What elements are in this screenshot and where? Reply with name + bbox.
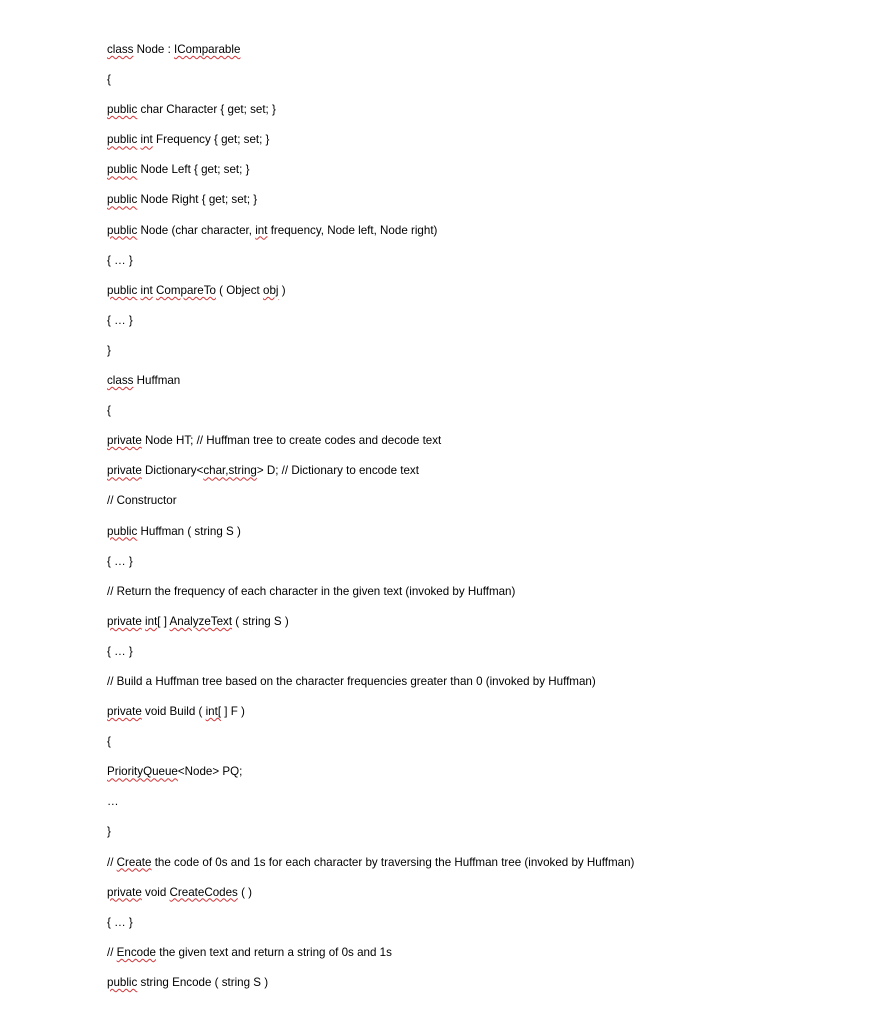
code-line — [107, 432, 634, 462]
code-text: the code of 0s and 1s for each character by traversing the Huffman tree (invoked by Huffman) — [151, 855, 635, 869]
code-text: ] F ) — [221, 705, 245, 719]
spellcheck-flagged-word: public — [107, 193, 138, 207]
spellcheck-flagged-word: int[ — [205, 705, 222, 719]
code-text: { … } — [107, 915, 133, 929]
spellcheck-flagged-word: AnalyzeText — [169, 614, 233, 628]
code-text: // — [107, 945, 117, 959]
spellcheck-flagged-word: private — [107, 885, 142, 899]
code-text: ] — [160, 614, 170, 628]
spellcheck-flagged-word: public — [107, 103, 138, 117]
spellcheck-flagged-word: PriorityQueue — [107, 765, 178, 779]
code-line — [107, 161, 634, 191]
spellcheck-flagged-word: public — [107, 163, 138, 177]
spellcheck-flagged-word: obj — [263, 283, 279, 297]
code-line — [107, 643, 634, 673]
code-line — [107, 462, 634, 492]
code-line — [107, 553, 634, 583]
code-line — [107, 41, 634, 71]
spellcheck-flagged-word: public — [107, 223, 138, 237]
code-line — [107, 854, 634, 884]
code-text: Huffman ( string S ) — [137, 524, 241, 538]
code-listing — [107, 41, 634, 1004]
code-line — [107, 101, 634, 131]
code-text: ( string S ) — [232, 614, 289, 628]
spellcheck-flagged-word: CreateCodes — [169, 885, 238, 899]
spellcheck-flagged-word: Encode — [116, 945, 156, 959]
spellcheck-flagged-word: class — [107, 374, 134, 388]
code-line — [107, 884, 634, 914]
code-line — [107, 613, 634, 643]
spellcheck-flagged-word: Create — [116, 855, 152, 869]
code-text: } — [107, 825, 111, 839]
spellcheck-flagged-word: private — [107, 705, 142, 719]
spellcheck-flagged-word: public — [107, 524, 138, 538]
spellcheck-flagged-word: IComparable — [174, 43, 241, 56]
code-text: Node Left { get; set; } — [137, 163, 250, 177]
code-text: the given text and return a string of 0s and 1s — [156, 945, 392, 959]
spellcheck-flagged-word: private — [107, 434, 142, 448]
code-line — [107, 673, 634, 703]
spellcheck-flagged-word: public — [107, 975, 138, 989]
code-text: { … } — [107, 644, 133, 658]
code-text: … — [107, 795, 119, 809]
code-text: { … } — [107, 313, 133, 327]
code-text: char Character { get; set; } — [137, 103, 276, 117]
code-text: string Encode ( string S ) — [137, 975, 269, 989]
code-line — [107, 763, 634, 793]
spellcheck-flagged-word: char,string — [203, 464, 257, 478]
code-text: { — [107, 735, 111, 749]
code-text: Node HT; // Huffman tree to create codes and decode text — [141, 434, 442, 448]
code-text: Node : — [133, 43, 175, 56]
code-text: ( Object — [215, 283, 263, 297]
code-text: { — [107, 73, 111, 87]
code-line — [107, 71, 634, 101]
code-line — [107, 523, 634, 553]
code-text: <Node> PQ; — [177, 765, 243, 779]
code-text: void — [141, 885, 170, 899]
spellcheck-flagged-word: int — [255, 223, 268, 237]
spellcheck-flagged-word: private — [107, 614, 142, 628]
code-text: ( ) — [237, 885, 253, 899]
code-line — [107, 131, 634, 161]
code-line — [107, 492, 634, 522]
code-text: Frequency { get; set; } — [152, 133, 270, 147]
code-text: void Build ( — [141, 705, 206, 719]
code-text: // Build a Huffman tree based on the character frequencies greater than 0 (invoked by Huffman) — [107, 674, 596, 688]
code-line — [107, 914, 634, 944]
spellcheck-flagged-word: public — [107, 133, 138, 147]
spellcheck-flagged-word: public — [107, 283, 138, 297]
code-line — [107, 823, 634, 853]
code-line — [107, 974, 634, 1004]
code-line — [107, 733, 634, 763]
code-text: { … } — [107, 554, 133, 568]
spellcheck-flagged-word: int — [140, 283, 153, 297]
code-text: // — [107, 855, 117, 869]
code-text: Node Right { get; set; } — [137, 193, 258, 207]
code-text: { — [107, 404, 111, 418]
code-line — [107, 944, 634, 974]
code-text: Node (char character, — [137, 223, 256, 237]
spellcheck-flagged-word: int[ — [145, 614, 161, 628]
code-text: Huffman — [133, 374, 181, 388]
code-text: Dictionary< — [141, 464, 204, 478]
code-text: frequency, Node left, Node right) — [267, 223, 438, 237]
spellcheck-flagged-word: class — [107, 43, 134, 56]
code-line — [107, 402, 634, 432]
code-text: ) — [278, 283, 286, 297]
code-line — [107, 703, 634, 733]
spellcheck-flagged-word: int — [140, 133, 153, 147]
code-line — [107, 312, 634, 342]
code-line — [107, 793, 634, 823]
code-text: > D; // Dictionary to encode text — [256, 464, 419, 478]
code-text: } — [107, 343, 111, 357]
code-text: // Constructor — [107, 494, 177, 508]
code-line — [107, 252, 634, 282]
code-line — [107, 583, 634, 613]
spellcheck-flagged-word: private — [107, 464, 142, 478]
spellcheck-flagged-word: CompareTo — [156, 283, 216, 297]
code-line — [107, 191, 634, 221]
code-line — [107, 372, 634, 402]
code-line — [107, 222, 634, 252]
code-text: // Return the frequency of each character in the given text (invoked by Huffman) — [107, 584, 516, 598]
code-line — [107, 282, 634, 312]
code-line — [107, 342, 634, 372]
code-text: { … } — [107, 253, 133, 267]
